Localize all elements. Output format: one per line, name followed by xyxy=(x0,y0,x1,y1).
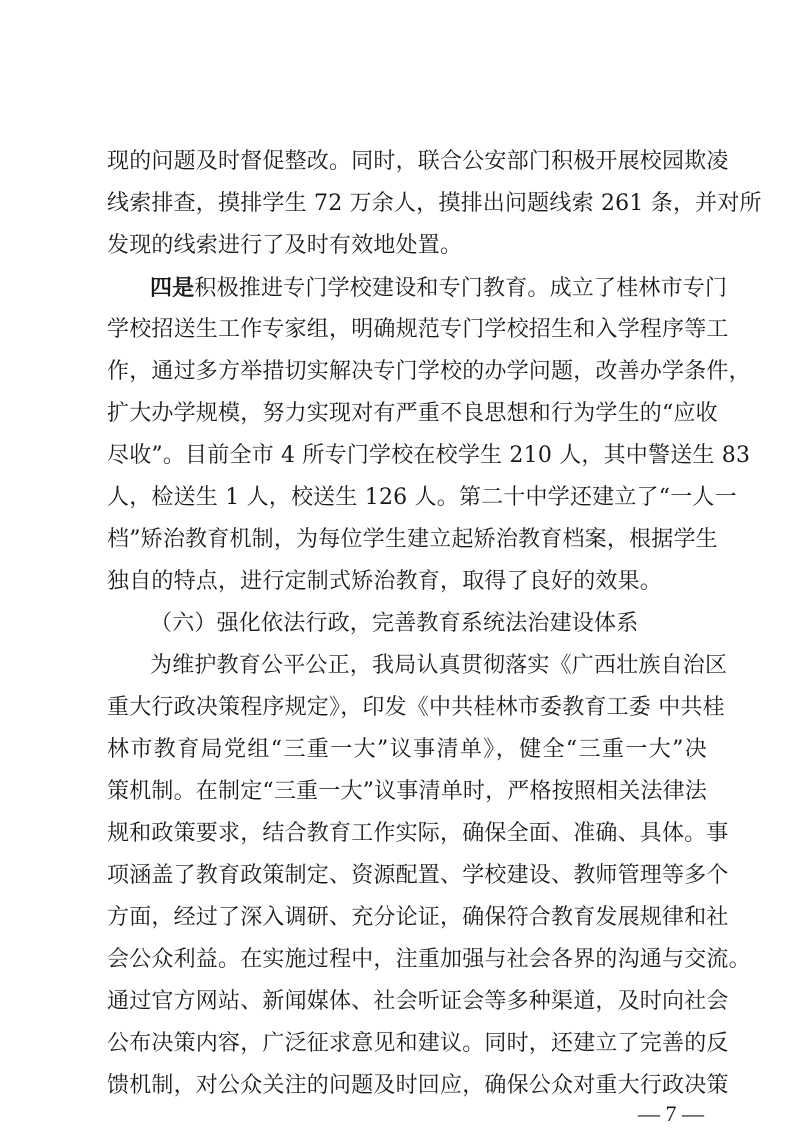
paragraph-line: 方面，经过了深入调研、充分论证，确保符合教育发展规律和社 xyxy=(107,905,729,930)
paragraph-line: 人，检送生 1 人，校送生 126 人。第二十中学还建立了“一人一 xyxy=(107,485,737,510)
paragraph-line: 策机制。在制定“三重一大”议事清单时，严格按照相关法律法 xyxy=(107,779,708,804)
paragraph-line: 会公众利益。在实施过程中，注重加强与社会各界的沟通与交流。 xyxy=(107,947,751,972)
paragraph-lead: 四是 xyxy=(150,275,195,301)
paragraph-line: 公布决策内容，广泛征求意见和建议。同时，还建立了完善的反 xyxy=(107,1031,729,1056)
paragraph-line: 规和政策要求，结合教育工作实际，确保全面、准确、具体。事 xyxy=(107,821,729,846)
paragraph-line: 通过官方网站、新闻媒体、社会听证会等多种渠道，及时向社会 xyxy=(107,989,729,1014)
paragraph-line: 林市教育局党组“三重一大”议事清单》，健全“三重一大”决 xyxy=(107,737,707,762)
paragraph-line: 学校招送生工作专家组，明确规范专门学校招生和入学程序等工 xyxy=(107,317,729,342)
page-number: — 7 — xyxy=(638,1101,704,1126)
paragraph-line: 为维护教育公平公正，我局认真贯彻落实《广西壮族自治区 xyxy=(150,653,728,678)
paragraph-line: 档”矫治教育机制，为每位学生建立起矫治教育档案，根据学生 xyxy=(107,527,718,552)
paragraph-line: 馈机制，对公众关注的问题及时回应，确保公众对重大行政决策 xyxy=(107,1073,729,1098)
paragraph-line: 独自的特点，进行定制式矫治教育，取得了良好的效果。 xyxy=(107,569,663,594)
paragraph-line: 线索排查，摸排学生 72 万余人，摸排出问题线索 261 条，并对所 xyxy=(107,191,762,216)
paragraph-first-line xyxy=(150,274,728,303)
paragraph-line: 重大行政决策程序规定》，印发《中共桂林市委教育工委 中共桂 xyxy=(107,695,725,720)
paragraph-line: 扩大办学规模，努力实现对有严重不良思想和行为学生的“应收 xyxy=(107,401,718,426)
paragraph-line: 项涵盖了教育政策制定、资源配置、学校建设、教师管理等多个 xyxy=(107,863,729,888)
section-heading: （六）强化依法行政，完善教育系统法治建设体系 xyxy=(150,611,639,636)
paragraph-line: 作，通过多方举措切实解决专门学校的办学问题，改善办学条件， xyxy=(107,359,751,384)
paragraph-line: 现的问题及时督促整改。同时，联合公安部门积极开展校园欺凌 xyxy=(107,149,729,174)
paragraph-text: 积极推进专门学校建设和专门教育。成立了桂林市专门 xyxy=(194,276,728,301)
paragraph-line: 尽收”。目前全市 4 所专门学校在校学生 210 人，其中警送生 83 xyxy=(107,443,751,468)
paragraph-line: 发现的线索进行了及时有效地处置。 xyxy=(107,233,463,258)
